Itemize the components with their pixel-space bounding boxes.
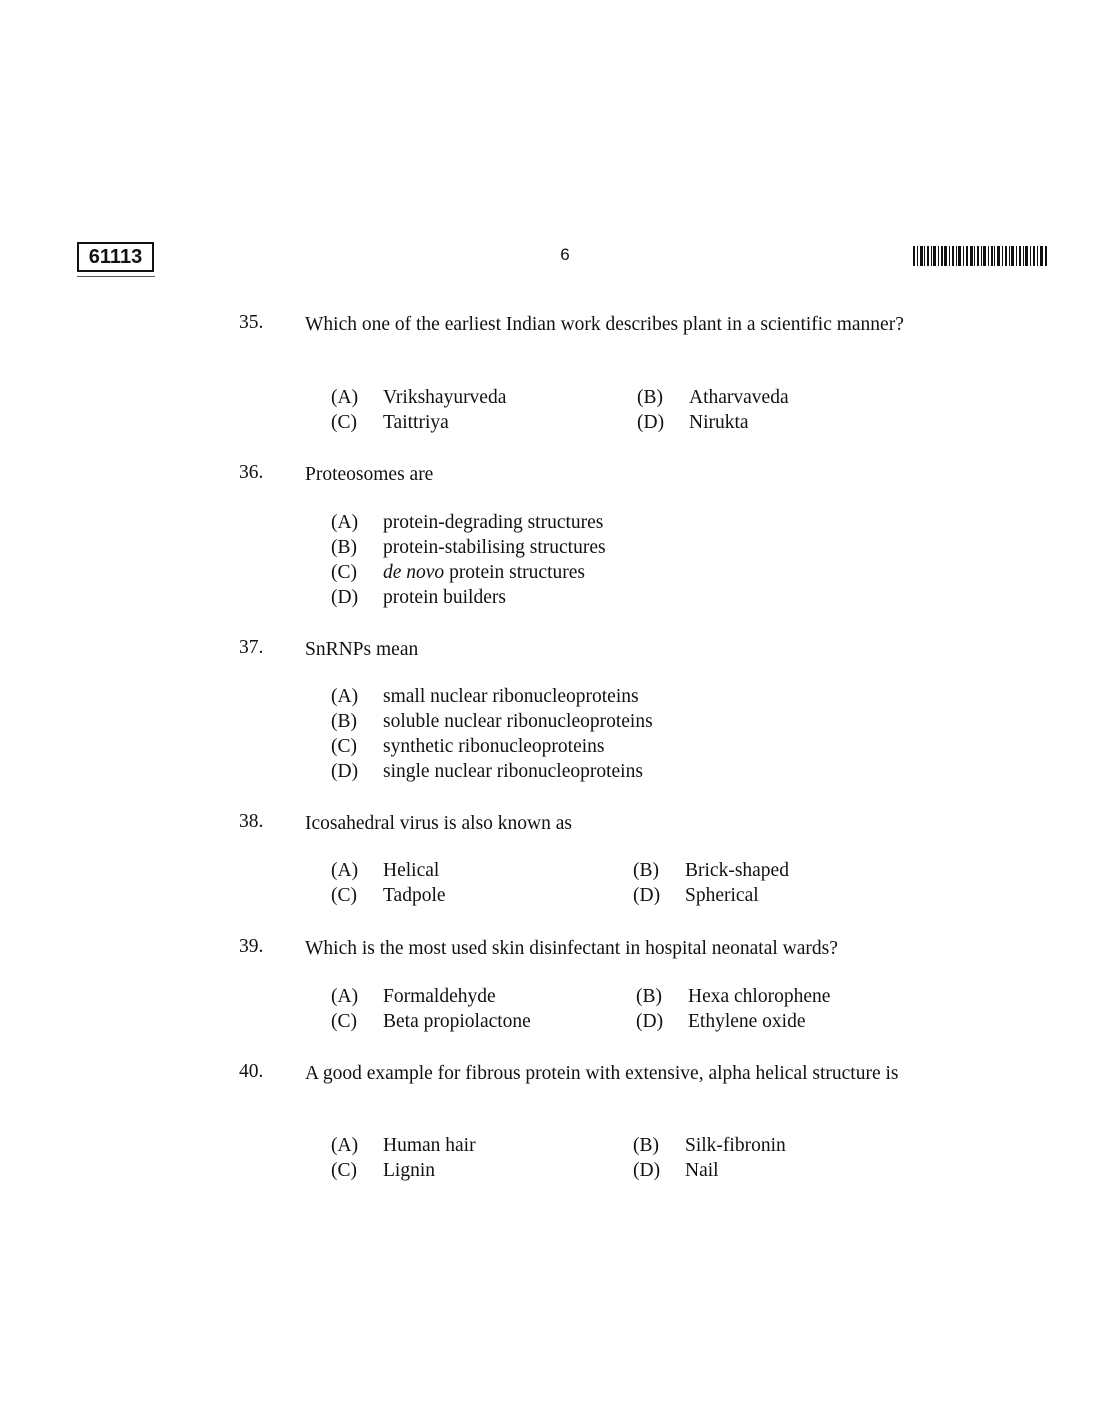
option-d: (D) Spherical [633,885,759,906]
question-text: Icosahedral virus is also known as [305,813,572,834]
paper-code-underline [77,276,155,277]
option-b: (B) Atharvaveda [637,387,789,408]
question-text: SnRNPs mean [305,639,419,660]
option-b: (B) Hexa chlorophene [636,986,831,1007]
question-number: 39. [239,936,264,957]
question-number: 37. [239,637,264,658]
option-a: (A) Human hair [331,1135,476,1156]
option-c: (C) Tadpole [331,885,446,906]
option-d: (D) single nuclear ribonucleoproteins [331,761,643,782]
option-b: (B) soluble nuclear ribonucleoproteins [331,711,653,732]
option-b: (B) Brick-shaped [633,860,789,881]
question-number: 36. [239,462,264,483]
option-d: (D) protein builders [331,587,506,608]
option-d: (D) Nail [633,1160,719,1181]
option-a: (A) protein-degrading structures [331,512,604,533]
paper-code: 61113 [77,242,154,272]
option-c: (C) Taittriya [331,412,449,433]
question-number: 38. [239,811,264,832]
barcode-icon [913,246,1047,266]
option-a: (A) Helical [331,860,440,881]
question-text: Which one of the earliest Indian work describes plant in a scientific manner? [305,314,904,335]
option-d: (D) Nirukta [637,412,749,433]
question-number: 35. [239,312,264,333]
option-c: (C) Lignin [331,1160,435,1181]
option-b: (B) protein-stabilising structures [331,537,606,558]
question-text: Proteosomes are [305,464,434,485]
page-number: 6 [560,245,570,264]
question-text: A good example for fibrous protein with extensive, alpha helical structure is [305,1063,899,1084]
question-number: 40. [239,1061,264,1082]
option-a: (A) Formaldehyde [331,986,496,1007]
option-a: (A) Vrikshayurveda [331,387,507,408]
question-text: Which is the most used skin disinfectant in hospital neonatal wards? [305,938,838,959]
option-d: (D) Ethylene oxide [636,1011,806,1032]
option-c: (C) de novo protein structures [331,562,585,583]
option-c: (C) synthetic ribonucleoproteins [331,736,605,757]
option-b: (B) Silk-fibronin [633,1135,786,1156]
option-c: (C) Beta propiolactone [331,1011,531,1032]
option-a: (A) small nuclear ribonucleoproteins [331,686,639,707]
